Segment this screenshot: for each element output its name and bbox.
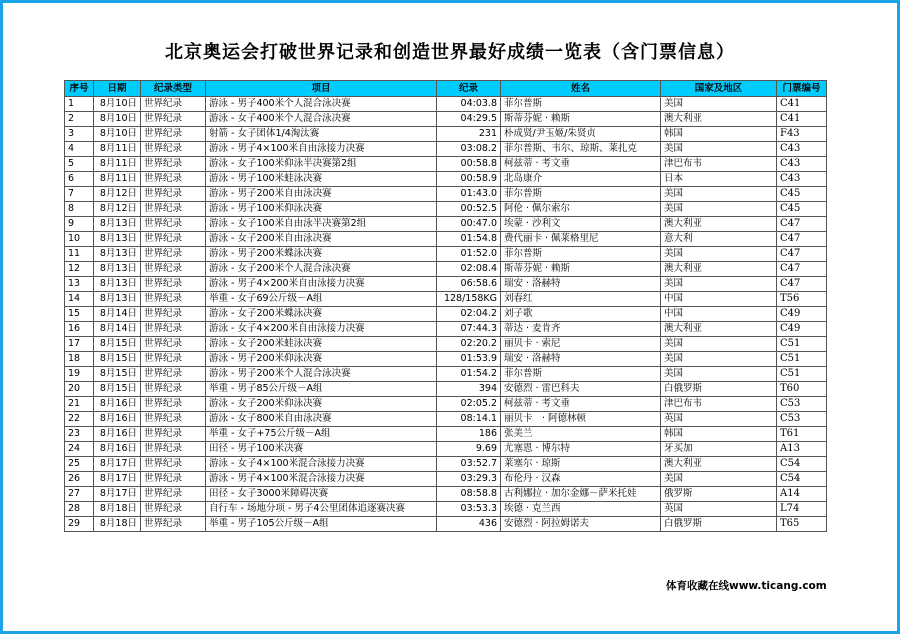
event-name: 田径 - 男子100米决赛 [206,442,437,457]
athlete-name: 丽贝卡 · 阿德林顿 [501,412,661,427]
event-name: 游泳 - 男子200米仰泳决赛 [206,352,437,367]
table-row [65,262,827,277]
record-value: 01:43.0 [437,187,501,202]
athlete-name: 菲尔普斯 [501,367,661,382]
table-row [65,487,827,502]
row-index: 7 [65,187,94,202]
country-region: 津巴布韦 [661,157,777,172]
country-region: 英国 [661,412,777,427]
record-value: 04:29.5 [437,112,501,127]
ticket-number: C41 [777,97,827,112]
event-name: 举重 - 男子85公斤级－A组 [206,382,437,397]
record-value: 01:54.2 [437,367,501,382]
record-date: 8月13日 [94,292,141,307]
ticket-number: T60 [777,382,827,397]
row-index: 9 [65,217,94,232]
athlete-name: 朴成贤/尹玉姬/朱贤贞 [501,127,661,142]
athlete-name: 尤塞恩 · 博尔特 [501,442,661,457]
ticket-number: C51 [777,352,827,367]
column-header: 日期 [94,81,141,97]
table-row [65,442,827,457]
record-type: 世界纪录 [141,337,206,352]
ticket-number: A14 [777,487,827,502]
table-row [65,247,827,262]
ticket-number: C49 [777,322,827,337]
event-name: 游泳 - 女子100米自由泳半决赛第2组 [206,217,437,232]
row-index: 11 [65,247,94,262]
table-row [65,427,827,442]
record-date: 8月16日 [94,442,141,457]
column-header: 序号 [65,81,94,97]
ticket-number: C47 [777,277,827,292]
event-name: 举重 - 女子69公斤级－A组 [206,292,437,307]
record-value: 186 [437,427,501,442]
table-row [65,397,827,412]
athlete-name: 阿伦 · 佩尔索尔 [501,202,661,217]
record-date: 8月13日 [94,232,141,247]
ticket-number: C41 [777,112,827,127]
event-name: 游泳 - 女子200米自由泳决赛 [206,232,437,247]
athlete-name: 安德烈 · 雷巴科夫 [501,382,661,397]
country-region: 白俄罗斯 [661,382,777,397]
event-name: 游泳 - 女子400米个人混合泳决赛 [206,112,437,127]
record-value: 01:53.9 [437,352,501,367]
record-value: 03:52.7 [437,457,501,472]
row-index: 3 [65,127,94,142]
country-region: 美国 [661,142,777,157]
record-value: 02:08.4 [437,262,501,277]
event-name: 游泳 - 女子200米仰泳决赛 [206,397,437,412]
record-value: 02:05.2 [437,397,501,412]
country-region: 澳大利亚 [661,322,777,337]
table-row [65,502,827,517]
table-row [65,412,827,427]
row-index: 2 [65,112,94,127]
country-region: 澳大利亚 [661,262,777,277]
table-row [65,202,827,217]
record-date: 8月12日 [94,187,141,202]
athlete-name: 埃德 · 克兰西 [501,502,661,517]
record-value: 07:44.3 [437,322,501,337]
row-index: 12 [65,262,94,277]
record-value: 00:47.0 [437,217,501,232]
record-type: 世界纪录 [141,517,206,532]
record-date: 8月13日 [94,217,141,232]
table-row [65,457,827,472]
record-type: 世界纪录 [141,232,206,247]
row-index: 27 [65,487,94,502]
record-date: 8月13日 [94,247,141,262]
event-name: 游泳 - 女子4×200米自由泳接力决赛 [206,322,437,337]
record-value: 9.69 [437,442,501,457]
record-date: 8月15日 [94,367,141,382]
ticket-number: C53 [777,397,827,412]
records-table [64,80,827,532]
table-row [65,337,827,352]
country-region: 日本 [661,172,777,187]
ticket-number: C49 [777,307,827,322]
country-region: 白俄罗斯 [661,517,777,532]
ticket-number: C51 [777,367,827,382]
athlete-name: 柯兹蒂 · 考文垂 [501,397,661,412]
row-index: 5 [65,157,94,172]
record-date: 8月15日 [94,352,141,367]
athlete-name: 蒂达 · 麦肯齐 [501,322,661,337]
athlete-name: 安德烈 · 阿拉姆诺夫 [501,517,661,532]
record-date: 8月16日 [94,397,141,412]
table-row [65,382,827,397]
country-region: 津巴布韦 [661,397,777,412]
record-value: 436 [437,517,501,532]
record-date: 8月10日 [94,127,141,142]
event-name: 游泳 - 男子200米个人混合泳决赛 [206,367,437,382]
record-value: 02:20.2 [437,337,501,352]
page-title: 北京奥运会打破世界记录和创造世界最好成绩一览表（含门票信息） [165,42,735,63]
record-date: 8月14日 [94,322,141,337]
record-date: 8月11日 [94,172,141,187]
record-value: 00:52.5 [437,202,501,217]
row-index: 6 [65,172,94,187]
record-type: 世界纪录 [141,502,206,517]
record-date: 8月16日 [94,427,141,442]
table-row [65,127,827,142]
event-name: 举重 - 男子105公斤级－A组 [206,517,437,532]
ticket-number: C43 [777,157,827,172]
ticket-number: C54 [777,457,827,472]
record-type: 世界纪录 [141,247,206,262]
country-region: 意大利 [661,232,777,247]
athlete-name: 菲尔普斯 [501,97,661,112]
athlete-name: 莱塞尔 · 琼斯 [501,457,661,472]
event-name: 游泳 - 男子100米蛙泳决赛 [206,172,437,187]
row-index: 16 [65,322,94,337]
record-value: 04:03.8 [437,97,501,112]
ticket-number: C53 [777,412,827,427]
row-index: 15 [65,307,94,322]
event-name: 举重 - 女子+75公斤级－A组 [206,427,437,442]
record-value: 03:29.3 [437,472,501,487]
country-region: 美国 [661,247,777,262]
record-value: 231 [437,127,501,142]
event-name: 游泳 - 男子400米个人混合泳决赛 [206,97,437,112]
country-region: 美国 [661,187,777,202]
country-region: 澳大利亚 [661,217,777,232]
record-type: 世界纪录 [141,472,206,487]
country-region: 中国 [661,292,777,307]
table-row [65,232,827,247]
record-value: 03:08.2 [437,142,501,157]
row-index: 29 [65,517,94,532]
record-type: 世界纪录 [141,202,206,217]
record-type: 世界纪录 [141,487,206,502]
ticket-number: C43 [777,142,827,157]
event-name: 游泳 - 女子4×100米混合泳接力决赛 [206,457,437,472]
row-index: 1 [65,97,94,112]
country-region: 中国 [661,307,777,322]
country-region: 美国 [661,352,777,367]
athlete-name: 瑞安 · 洛赫特 [501,277,661,292]
row-index: 13 [65,277,94,292]
row-index: 26 [65,472,94,487]
country-region: 澳大利亚 [661,112,777,127]
record-type: 世界纪录 [141,112,206,127]
record-date: 8月12日 [94,202,141,217]
table-row [65,142,827,157]
event-name: 游泳 - 女子800米自由泳决赛 [206,412,437,427]
country-region: 牙买加 [661,442,777,457]
ticket-number: C45 [777,202,827,217]
country-region: 美国 [661,277,777,292]
ticket-number: C47 [777,262,827,277]
record-value: 01:52.0 [437,247,501,262]
athlete-name: 柯兹蒂 · 考文垂 [501,157,661,172]
row-index: 8 [65,202,94,217]
ticket-number: A13 [777,442,827,457]
column-header: 纪录类型 [141,81,206,97]
column-header: 姓名 [501,81,661,97]
record-date: 8月13日 [94,277,141,292]
event-name: 游泳 - 女子100米仰泳半决赛第2组 [206,157,437,172]
athlete-name: 菲尔普斯、韦尔、琼斯、莱扎克 [501,142,661,157]
record-type: 世界纪录 [141,172,206,187]
athlete-name: 斯蒂芬妮 · 赖斯 [501,262,661,277]
record-type: 世界纪录 [141,397,206,412]
event-name: 游泳 - 女子200米个人混合泳决赛 [206,262,437,277]
row-index: 18 [65,352,94,367]
ticket-number: C47 [777,217,827,232]
record-value: 08:58.8 [437,487,501,502]
ticket-number: T61 [777,427,827,442]
athlete-name: 北岛康介 [501,172,661,187]
table-body [65,97,827,532]
row-index: 20 [65,382,94,397]
row-index: 24 [65,442,94,457]
record-type: 世界纪录 [141,142,206,157]
record-value: 03:53.3 [437,502,501,517]
event-name: 游泳 - 男子4×200米自由泳接力决赛 [206,277,437,292]
athlete-name: 菲尔普斯 [501,187,661,202]
row-index: 4 [65,142,94,157]
record-type: 世界纪录 [141,292,206,307]
table-row [65,472,827,487]
event-name: 游泳 - 女子200米蛙泳决赛 [206,337,437,352]
record-type: 世界纪录 [141,187,206,202]
record-date: 8月17日 [94,487,141,502]
table-row [65,97,827,112]
record-type: 世界纪录 [141,322,206,337]
table-row [65,172,827,187]
country-region: 韩国 [661,127,777,142]
table-header-row [65,81,827,97]
record-date: 8月10日 [94,112,141,127]
country-region: 英国 [661,502,777,517]
event-name: 射箭 - 女子团体1/4淘汰赛 [206,127,437,142]
record-date: 8月11日 [94,157,141,172]
athlete-name: 菲尔普斯 [501,247,661,262]
record-date: 8月15日 [94,382,141,397]
table-row [65,292,827,307]
row-index: 21 [65,397,94,412]
row-index: 14 [65,292,94,307]
record-value: 08:14.1 [437,412,501,427]
country-region: 韩国 [661,427,777,442]
record-type: 世界纪录 [141,382,206,397]
record-type: 世界纪录 [141,262,206,277]
record-type: 世界纪录 [141,367,206,382]
record-type: 世界纪录 [141,457,206,472]
column-header: 门票编号 [777,81,827,97]
country-region: 美国 [661,97,777,112]
record-type: 世界纪录 [141,352,206,367]
athlete-name: 费代丽卡 · 佩莱格里尼 [501,232,661,247]
record-value: 01:54.8 [437,232,501,247]
event-name: 游泳 - 女子200米蝶泳决赛 [206,307,437,322]
country-region: 美国 [661,202,777,217]
ticket-number: L74 [777,502,827,517]
athlete-name: 斯蒂芬妮 · 赖斯 [501,112,661,127]
record-date: 8月16日 [94,412,141,427]
table-row [65,322,827,337]
record-date: 8月18日 [94,502,141,517]
country-region: 美国 [661,337,777,352]
footer-source: 体育收藏在线www.ticang.com [666,580,827,592]
record-date: 8月10日 [94,97,141,112]
athlete-name: 丽贝卡 · 索尼 [501,337,661,352]
ticket-number: C47 [777,247,827,262]
row-index: 17 [65,337,94,352]
row-index: 25 [65,457,94,472]
country-region: 俄罗斯 [661,487,777,502]
record-value: 02:04.2 [437,307,501,322]
record-value: 128/158KG [437,292,501,307]
event-name: 自行车 - 场地分项 - 男子4公里团体追逐赛决赛 [206,502,437,517]
ticket-number: C43 [777,172,827,187]
record-type: 世界纪录 [141,412,206,427]
record-type: 世界纪录 [141,157,206,172]
record-type: 世界纪录 [141,442,206,457]
country-region: 美国 [661,472,777,487]
table-row [65,307,827,322]
record-date: 8月13日 [94,262,141,277]
table-row [65,352,827,367]
table-row [65,217,827,232]
event-name: 游泳 - 男子200米自由泳决赛 [206,187,437,202]
record-type: 世界纪录 [141,97,206,112]
ticket-number: C47 [777,232,827,247]
athlete-name: 埃蒙 · 沙利文 [501,217,661,232]
ticket-number: C51 [777,337,827,352]
record-date: 8月17日 [94,457,141,472]
record-date: 8月18日 [94,517,141,532]
record-date: 8月14日 [94,307,141,322]
ticket-number: F43 [777,127,827,142]
record-date: 8月15日 [94,337,141,352]
record-value: 06:58.6 [437,277,501,292]
record-type: 世界纪录 [141,307,206,322]
athlete-name: 古利娜拉 · 加尔金娜－萨米托娃 [501,487,661,502]
event-name: 游泳 - 男子4×100米混合泳接力决赛 [206,472,437,487]
row-index: 19 [65,367,94,382]
table-row [65,157,827,172]
record-type: 世界纪录 [141,217,206,232]
ticket-number: C45 [777,187,827,202]
event-name: 游泳 - 男子4×100米自由泳接力决赛 [206,142,437,157]
country-region: 澳大利亚 [661,457,777,472]
table-row [65,187,827,202]
athlete-name: 刘春红 [501,292,661,307]
column-header: 纪录 [437,81,501,97]
table-row [65,367,827,382]
table-row [65,517,827,532]
ticket-number: T56 [777,292,827,307]
record-date: 8月11日 [94,142,141,157]
record-type: 世界纪录 [141,127,206,142]
athlete-name: 张美兰 [501,427,661,442]
athlete-name: 布伦丹 · 汉森 [501,472,661,487]
record-value: 00:58.8 [437,157,501,172]
athlete-name: 刘子歌 [501,307,661,322]
event-name: 游泳 - 男子200米蝶泳决赛 [206,247,437,262]
table-row [65,112,827,127]
record-date: 8月17日 [94,472,141,487]
event-name: 游泳 - 男子100米仰泳决赛 [206,202,437,217]
record-value: 00:58.9 [437,172,501,187]
row-index: 23 [65,427,94,442]
ticket-number: T65 [777,517,827,532]
row-index: 28 [65,502,94,517]
record-type: 世界纪录 [141,277,206,292]
table-row [65,277,827,292]
row-index: 22 [65,412,94,427]
record-type: 世界纪录 [141,427,206,442]
row-index: 10 [65,232,94,247]
athlete-name: 瑞安 · 洛赫特 [501,352,661,367]
column-header: 国家及地区 [661,81,777,97]
ticket-number: C54 [777,472,827,487]
column-header: 项目 [206,81,437,97]
record-value: 394 [437,382,501,397]
event-name: 田径 - 女子3000米障碍决赛 [206,487,437,502]
country-region: 美国 [661,367,777,382]
